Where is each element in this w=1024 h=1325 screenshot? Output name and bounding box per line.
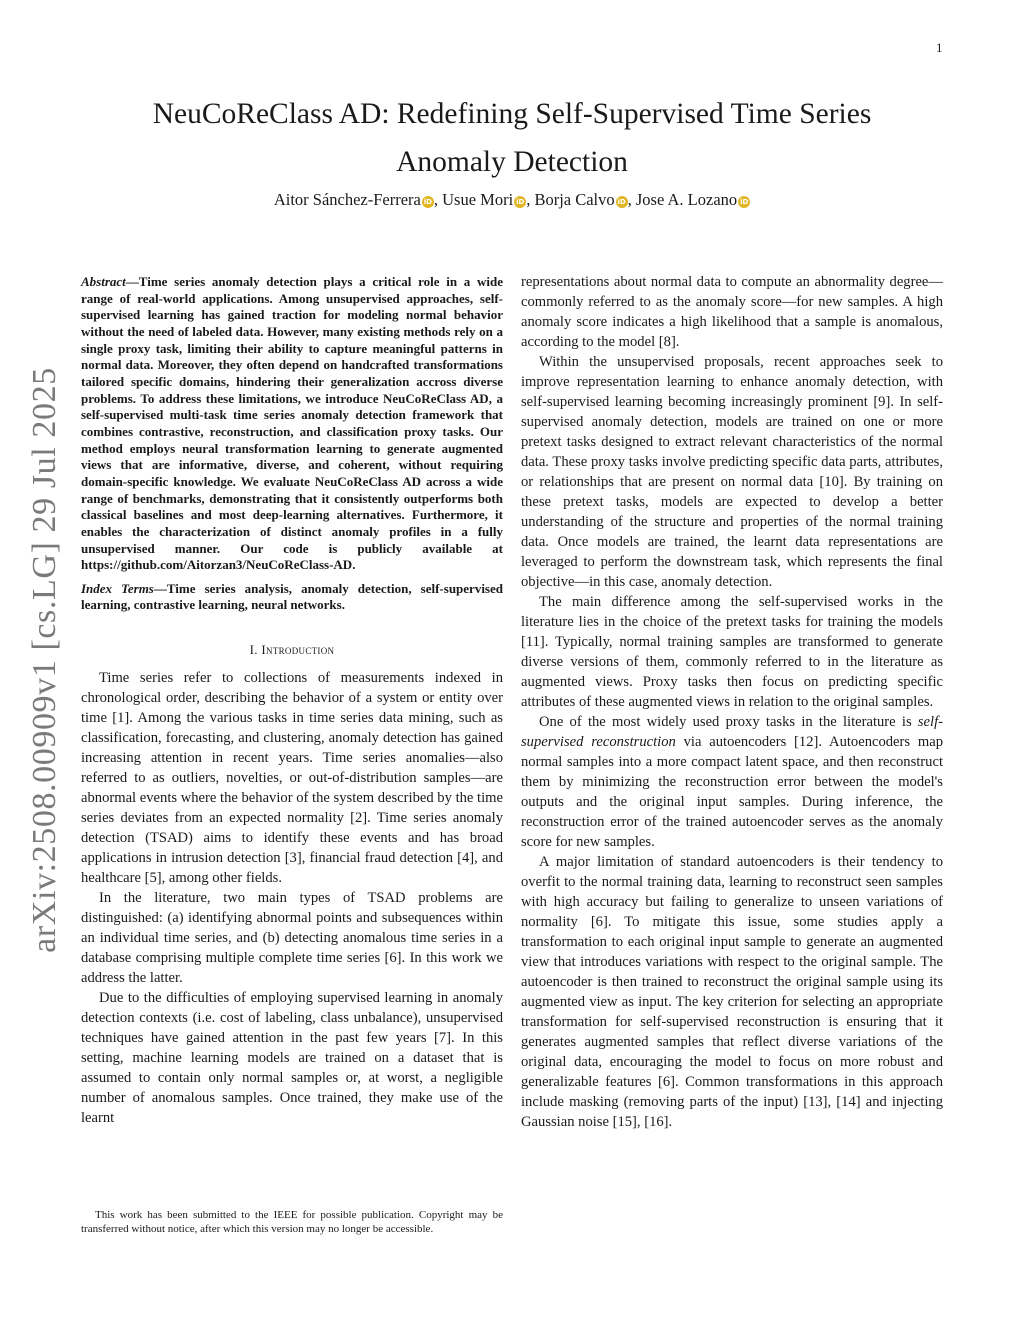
author-3: Borja Calvo iD , [534, 190, 636, 209]
paragraph: Due to the difficulties of employing supervised learning in anomaly detection contexts (i.e. cost of labeling, class unbalance), unsupervised techniques have gained attention in the past few years [7]. In this setting, machine learning models are trained on a dataset that is assumed to contain only normal samples or, at worst, a negligible number of anomalous samples. Once trained, they make use of the learnt [81, 990, 503, 1127]
author-list [100, 190, 924, 210]
author-4 [636, 190, 750, 209]
abstract-label: Abstract [81, 274, 126, 289]
section-heading: I. Introduction [249, 642, 335, 658]
author-name: Aitor Sánchez-Ferrera [273, 190, 421, 209]
paper-title [100, 90, 924, 186]
emphasis: self-supervised reconstruction [521, 714, 943, 750]
abstract [81, 274, 503, 574]
paragraph: Time series refer to collections of measurements indexed in chronological order, describing the behavior of a system or entity over time [1]. Among the various tasks in time series data mining, such as classification, forecasting, and clustering, anomaly detection has gained increasing attention in recent years. Time series anomalies—also referred to as outliers, novelties, or out-of-distribution samples—are abnormal events where the behavior of the system described by the time series deviates from an expected normality [2]. Time series anomaly detection (TSAD) aims to identify these events and has broad applications in intrusion detection [3], financial fraud detection [4], and healthcare [5], among other fields. [81, 670, 503, 887]
arxiv-stamp: arXiv:2508.00909v1 [cs.LG] 29 Jul 2025 [26, 367, 63, 953]
orcid-icon[interactable]: iD [516, 198, 525, 206]
paragraph: In the literature, two main types of TSAD problems are distinguished: (a) identifying abnormal points and subsequences within an individual time series, and (b) detecting anomalous time series in a database comprising multiple complete time series [6]. In this work we address the latter. [81, 890, 503, 987]
index-terms-label: Index Terms [81, 580, 154, 596]
title-line-1: NeuCoReClass AD: Redefining Self-Supervised Time Series [152, 98, 872, 130]
paragraph: One of the most widely used proxy tasks in the literature is self-supervised reconstruction via autoencoders [12]. Autoencoders map normal samples into a more compact latent space, and then reconstruct them by minimizing the reconstruction error between the model's outputs and the original input samples. During inference, the reconstruction error of the trained autoencoder serves as the anomaly score for new samples. [521, 714, 944, 850]
author-2: Usue Mori iD , [442, 190, 535, 209]
paragraph: representations about normal data to compute an abnormality degree—commonly referred to as the anomaly score—for new samples. A high anomaly score indicates a high likelihood that a sample is anomalous, according to the model [8]. [521, 274, 943, 350]
author-name: Borja Calvo [534, 190, 615, 209]
orcid-icon[interactable]: iD [740, 198, 749, 206]
page-number: 1 [936, 40, 943, 55]
author-1: Aitor Sánchez-Ferrera iD , [273, 190, 443, 209]
paragraph: The main difference among the self-supervised works in the literature lies in the choice of the pretext tasks for training the models [11]. Typically, normal training samples are transformed to generate diverse versions of them, commonly referred to in the literature as augmented views. Proxy tasks then focus on predicting specific attributes of these augmented views in relation to the original samples. [521, 594, 943, 710]
footnote: This work has been submitted to the IEEE for possible publication. Copyright may be transferred without notice, after which this version may no longer be accessible. [81, 1209, 503, 1235]
abstract-text: —Time series anomaly detection plays a critical role in a wide range of real-world applications. Among unsupervised approaches, self-supervised learning has gained traction for modeling normal behavior without the need of labeled data. However, many existing methods rely on a single proxy task, limiting their ability to capture meaningful patterns in normal data. Moreover, they often depend on handcrafted transformations tailored specific domains, hindering their generalization accross diverse problems. To address these limitations, we introduce NeuCoReClass AD, a self-supervised multi-task time series anomaly detection framework that combines contrastive, reconstruction, and classification proxy tasks. Our method employs neural transformation learning to generate augmented views that are informative, diverse, and coherent, without requiring domain-specific knowledge. We evaluate NeuCoReClass AD across a wide range of benchmarks, demonstrating that it consistently outperforms both classical baselines and most deep-learning alternatives. Furthermore, it enables the characterization of distinct anomaly profiles in a fully unsupervised manner. Our code is publicly available at https://github.com/Aitorzan3/NeuCoReClass-AD. [81, 274, 503, 573]
author-name: Jose A. Lozano [635, 190, 738, 209]
left-column [81, 274, 503, 1128]
title-line-2: Anomaly Detection [396, 146, 628, 178]
orcid-icon[interactable]: iD [423, 198, 432, 206]
paragraph: Within the unsupervised proposals, recent approaches seek to improve representation learning to enhance anomaly detection, with self-supervised learning becoming increasingly prominent [9]. In self-supervised anomaly detection, models are trained on one or more pretext tasks designed to extract relevant characteristics of the normal data. These proxy tasks involve predicting specific data parts, attributes, or relationships that are present on normal data [10]. By training on these pretext tasks, models are expected to develop a better understanding of the structure and properties of the normal training data. Once models are trained, the learnt data representations are leveraged to perform the downstream task, which represents the final objective—in this case, anomaly detection. [521, 354, 943, 590]
right-column [521, 272, 943, 1132]
orcid-icon[interactable]: iD [617, 198, 626, 206]
author-name: Usue Mori [442, 190, 514, 209]
index-terms [81, 581, 503, 614]
index-terms-text: —Time series analysis, anomaly detection, self-supervised learning, contrastive learning, neural networks. [81, 580, 503, 613]
paragraph: A major limitation of standard autoencoders is their tendency to overfit to the normal training data, learning to reconstruct seen samples with high accuracy but failing to generalize to unseen variations of normality [6]. To mitigate this issue, some studies apply a transformation to each original input sample to generate an augmented view that introduces variations with respect to the original sample. The autoencoder is then trained to reconstruct the original sample using its augmented view as input. The key criterion for selecting an appropriate transformation for self-supervised reconstruction is ensuring that it generates augmented samples that reflect diverse variations of the original data, encouraging the model to focus on more robust and generalizable features [6]. Common transformations in this approach include masking (removing parts of the input) [13], [14] and injecting Gaussian noise [15], [16]. [521, 854, 943, 1130]
